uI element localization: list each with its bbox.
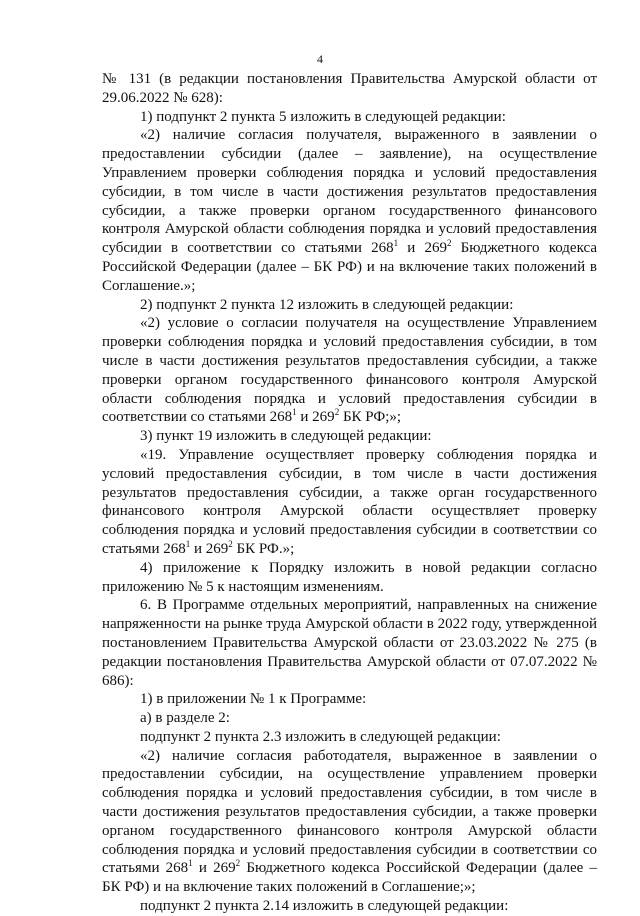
paragraph: «2) наличие согласия работодателя, выраженное в заявлении о предоставлении субсидии, на осуществление управлением проверки соблюдения порядка и условий предоставления субсидии, в том числе в части достижения результатов предоставления субсидии, а также проверки органом государственного финансового контроля Амурской области соблюдения порядка и условий предоставления субсидии в соответствии со статьями $268^1$ и $269^2$ Бюджетного кодекса Российской Федерации (далее – БК РФ) и на включение таких положений в Соглашение;»; (102, 747, 597, 896)
paragraph: «2) условие о согласии получателя на осуществление Управлением проверки соблюдения порядка и условий предоставления субсидии, в том числе в части достижения результатов предоставления субсидии, а также проверки органом государственного финансового контроля Амурской области соблюдения порядка и условий предоставления субсидии в соответствии со статьями $268^1$ и $269^2$ БК РФ;»; (102, 315, 597, 426)
paragraph: «2) наличие согласия получателя, выраженного в заявлении о предоставлении субсидии (далее – заявление), на осуществление Управлением проверки соблюдения порядка и условий предоставления субсидии, в том числе в части достижения результатов предоставления субсидии, а также проверки органом государственного финансового контроля Амурской области соблюдения порядка и условий предоставления субсидии в соответствии со статьями $268^1$ и $269^2$ Бюджетного кодекса Российской Федерации (далее – БК РФ) и на включение таких положений в Соглашение.»; (102, 127, 597, 294)
paragraph: № 131 (в редакции постановления Правительства Амурской области от 29.06.2022 № 628): (102, 71, 597, 106)
paragraph: 3) пункт 19 изложить в следующей редакции: (140, 428, 432, 445)
paragraph: «19. Управление осуществляет проверку соблюдения порядка и условий предоставления субсидии, в том числе в части достижения результатов предоставления субсидии, а также орган государственного финансового контроля Амурской области осуществляет проверку соблюдения порядка и условий предоставления субсидии в соответствии со статьями $268^1$ и $269^2$ БК РФ.»; (102, 446, 597, 557)
document-body (102, 70, 597, 916)
paragraph: 1) в приложении № 1 к Программе: (140, 691, 367, 708)
paragraph: а) в разделе 2: (140, 710, 230, 727)
paragraph: подпункт 2 пункта 2.3 изложить в следующей редакции: (140, 728, 501, 745)
paragraph: 2) подпункт 2 пункта 12 изложить в следующей редакции: (140, 296, 514, 313)
page-number: 4 (317, 52, 323, 66)
paragraph: подпункт 2 пункта 2.14 изложить в следующей редакции: (140, 898, 509, 915)
paragraph: 4) приложение к Порядку изложить в новой редакции согласно приложению № 5 к настоящим изменениям. (102, 559, 597, 595)
paragraph: 6. В Программе отдельных мероприятий, направленных на снижение напряженности на рынке труда Амурской области в 2022 году, утвержденной постановлением Правительства Амурской области от 23.03.2022 № 275 (в редакции постановления Правительства Амурской области от 07.07.2022 № 686): (102, 597, 597, 689)
paragraph: 1) подпункт 2 пункта 5 изложить в следующей редакции: (140, 108, 506, 125)
